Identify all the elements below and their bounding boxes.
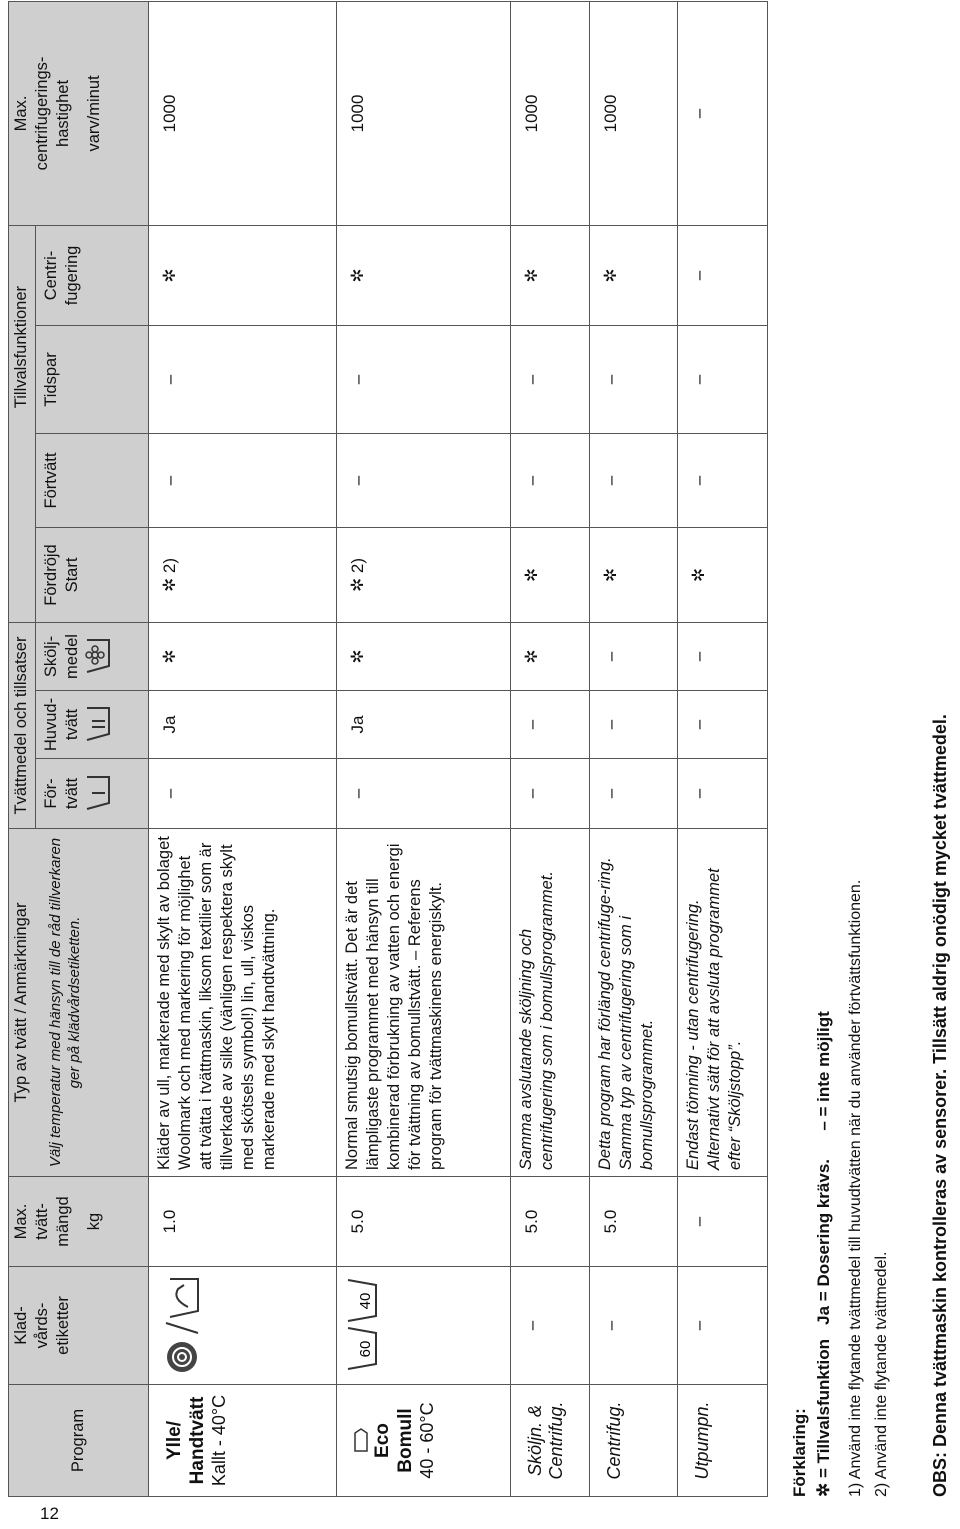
program-cell — [337, 1385, 510, 1497]
max-spin-label: Max. centrifugerings- hastighet — [12, 56, 72, 171]
delay-value: ✲ — [510, 527, 590, 622]
description: Endast tömning - utan centrifugering. Alternativt sätt för att avsluta programmet efter “Sköljstopp”. — [678, 829, 768, 1177]
legend-title: Förklaring: — [790, 1408, 809, 1497]
header-mainwash — [35, 691, 148, 759]
prewash-option-value: – — [678, 433, 768, 527]
header-prewash — [35, 759, 148, 829]
delay-value: ✲ — [590, 527, 678, 622]
header-prewash-option: Förtvätt — [35, 433, 148, 527]
timesave-value: – — [148, 325, 337, 433]
max-spin-unit: varv/minut — [85, 75, 103, 152]
eco-program-icon — [351, 1428, 371, 1454]
care-label-value: – — [590, 1267, 678, 1385]
header-softener — [35, 622, 148, 690]
program-name: Centrifug. — [590, 1385, 678, 1497]
softener-value: – — [678, 622, 768, 690]
prewash-label: För- tvätt — [41, 777, 81, 810]
max-load-value: 5.0 — [590, 1177, 678, 1267]
care-label-value: – — [678, 1267, 768, 1385]
max-spin-value: 1000 — [337, 1, 510, 225]
description: Detta program har förlängd centrifuge-ring. Samma typ av centrifugering som i bomullsprogrammet. — [590, 829, 678, 1177]
max-spin-value: 1000 — [148, 1, 337, 225]
table-row-spin — [590, 1, 678, 1496]
type-label: Typ av tvätt / Anmärkningar — [12, 902, 30, 1103]
mainwash-value: Ja — [148, 691, 337, 759]
delay-value: ✲ 2) — [337, 527, 510, 622]
program-name: Utpumpn. — [678, 1385, 768, 1497]
softener-value: ✲ — [510, 622, 590, 690]
table-row-rinse-spin — [510, 1, 590, 1496]
wool-handwash-care-icon — [154, 1274, 210, 1378]
page-number: 12 — [40, 1504, 59, 1523]
table-row-drain — [678, 1, 768, 1496]
compartment-2-icon — [83, 705, 117, 745]
max-spin-value: – — [678, 1, 768, 225]
care-label-value: – — [510, 1267, 590, 1385]
table-row-eco-cotton — [337, 1, 510, 1496]
max-spin-value: 1000 — [590, 1, 678, 225]
timesave-value: – — [510, 325, 590, 433]
delay-value: ✲ — [678, 527, 768, 622]
legend-line: ✲ = Tillvalsfunktion Ja = Dosering krävs. – = inte möjligt — [814, 1011, 833, 1497]
prewash-value: – — [510, 759, 590, 829]
header-timesave: Tidspar — [35, 325, 148, 433]
compartment-1-icon — [83, 774, 117, 814]
max-spin-value: 1000 — [510, 1, 590, 225]
timesave-value: – — [678, 325, 768, 433]
max-load-label: Max. tvätt- mängd — [12, 1196, 72, 1247]
max-load-value: – — [678, 1177, 768, 1267]
mainwash-value: – — [510, 691, 590, 759]
header-type — [9, 829, 149, 1177]
spin-value: – — [678, 225, 768, 325]
softener-value: ✲ — [148, 622, 337, 690]
header-max-load — [9, 1177, 149, 1267]
program-name: Sköljn. & Centrifug. — [510, 1385, 590, 1497]
header-detergent-group: Tvättmedel och tillsatser — [9, 622, 36, 828]
spin-value: ✲ — [148, 225, 337, 325]
softener-value: – — [590, 622, 678, 690]
timesave-value: – — [590, 325, 678, 433]
prewash-option-value: – — [337, 433, 510, 527]
prewash-option-value: – — [148, 433, 337, 527]
mainwash-value: – — [590, 691, 678, 759]
program-temp: Kallt - 40°C — [208, 1394, 229, 1487]
footnote-2: 2) Använd inte flytande tvättmedel. — [873, 1251, 890, 1497]
prewash-value: – — [590, 759, 678, 829]
spin-value: ✲ — [590, 225, 678, 325]
prewash-value: – — [678, 759, 768, 829]
care-temp-b: 40 — [357, 1293, 375, 1310]
prewash-option-value: – — [510, 433, 590, 527]
header-options-group: Tillvalsfunktioner — [9, 225, 36, 622]
description: Kläder av ull, markerade med skylt av bolaget Woolmark och med markering för möjlighet att tvätta i tvättmaskin, liksom textilier som är tillverkade av silke (vänligen respektera skylt med skötsels symbol!) lin, ull, viskos markerade med skylt handtvättning. — [148, 829, 337, 1177]
program-name: Eco Bomull — [372, 1408, 417, 1473]
delay-value: ✲ 2) — [148, 527, 337, 622]
timesave-value: – — [337, 325, 510, 433]
softener-label: Skölj- medel — [41, 634, 81, 679]
spin-value: ✲ — [510, 225, 590, 325]
spin-value: ✲ — [337, 225, 510, 325]
program-table — [8, 1, 768, 1497]
mainwash-value: Ja — [337, 691, 510, 759]
prewash-value: – — [148, 759, 337, 829]
mainwash-label: Huvud- tvätt — [41, 697, 81, 752]
program-cell — [148, 1385, 337, 1497]
mainwash-value: – — [678, 691, 768, 759]
max-load-value: 5.0 — [337, 1177, 510, 1267]
flower-softener-icon — [83, 637, 117, 677]
care-label-cell — [337, 1267, 510, 1385]
description: Normal smutsig bomullstvätt. Det är det lämpligaste programmet med hänsyn till kombinerad förbrukning av vatten och energi för tvättning av bomullstvätt. – Referens program för tvättmaskinens energiskylt. — [337, 829, 510, 1177]
softener-value: ✲ — [337, 622, 510, 690]
wash-tub-care-icon — [342, 1278, 382, 1374]
care-temp-a: 60 — [357, 1341, 375, 1358]
type-hint: Välj temperatur med hänsyn till de råd tillverkaren ger på klädvårdsetiketten. — [47, 837, 83, 1168]
header-program: Program — [9, 1385, 149, 1497]
care-label-cell — [148, 1267, 337, 1385]
header-spin: Centri- fugering — [35, 225, 148, 325]
header-max-spin — [9, 1, 149, 225]
max-load-value: 1.0 — [148, 1177, 337, 1267]
obs-warning: OBS: Denna tvättmaskin kontrolleras av sensorer. Tillsätt aldrig onödigt mycket tvättmedel. — [930, 714, 950, 1497]
table-row-wool — [148, 1, 337, 1496]
prewash-value: – — [337, 759, 510, 829]
header-delay: Fördröjd Start — [35, 527, 148, 622]
max-load-value: 5.0 — [510, 1177, 590, 1267]
footnote-1: 1) Använd inte flytande tvättmedel till huvudtvätten när du använder förtvättsfunktionen. — [847, 879, 864, 1497]
program-name: Ylle/ Handtvätt — [163, 1396, 208, 1485]
max-load-unit: kg — [85, 1212, 103, 1231]
description: Samma avslutande sköljning och centrifugering som i bomullsprogrammet. — [510, 829, 590, 1177]
header-care-label: Klad- vårds- etiketter — [9, 1267, 149, 1385]
prewash-option-value: – — [590, 433, 678, 527]
program-temp: 40 - 60°C — [417, 1402, 438, 1479]
